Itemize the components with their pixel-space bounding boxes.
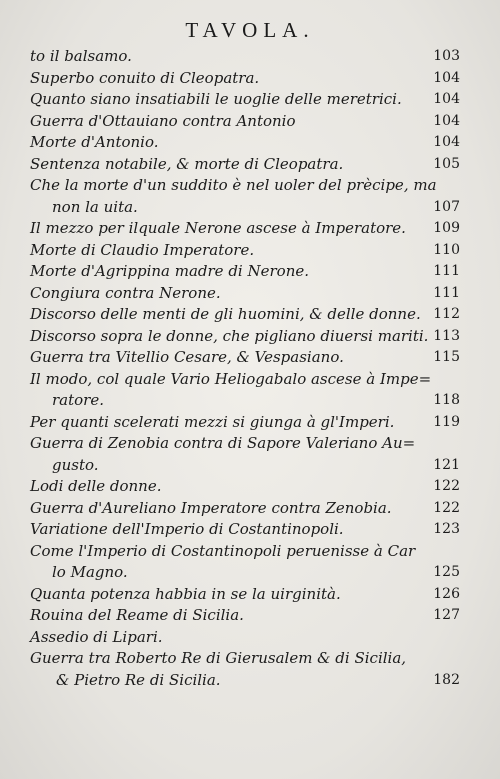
entry-title-line-2: gusto. [52, 455, 99, 474]
entry-page-number: 121 [433, 456, 460, 473]
entry-title-line-1: Guerra di Zenobia contra di Sapore Valeriano Au= [30, 434, 416, 452]
entry-title: Congiura contra Nerone. [30, 283, 221, 302]
entry-title: Guerra d'Ottauiano contra Antonio [30, 111, 296, 130]
index-entry [30, 412, 460, 434]
entry-title: Variatione dell'Imperio di Costantinopoli. [30, 520, 344, 538]
index-entry [30, 240, 460, 262]
entry-title: Assedio di Lipari. [30, 627, 163, 646]
index-entry [30, 304, 460, 326]
index-entry [30, 154, 460, 176]
entry-title: Il mezzo per ilquale Nerone ascese à Imperatore. [30, 219, 406, 237]
index-entry [30, 89, 460, 111]
entry-page-number: 104 [433, 91, 460, 107]
page-title: TAVOLA. [185, 18, 315, 42]
entry-page-number: 125 [433, 564, 460, 580]
entry-page-number: 122 [433, 499, 460, 516]
entry-title: Morte d'Agrippina madre di Nerone. [30, 262, 309, 280]
index-entry [30, 111, 460, 133]
entry-title: Per quanti scelerati mezzi si giunga à gl'Imperi. [30, 412, 395, 431]
index-entry [30, 261, 460, 283]
entry-page-number: 111 [433, 263, 460, 279]
entry-title-line-2: non la uita. [52, 197, 138, 216]
entry-title: Discorso delle menti de gli huomini, & delle donne. [30, 305, 421, 323]
index-list [30, 46, 460, 691]
entry-title: Rouina del Reame di Sicilia. [30, 606, 244, 624]
index-entry [30, 347, 460, 369]
entry-page-number: 104 [433, 69, 460, 86]
entry-title-line-2: ratore. [52, 391, 104, 409]
index-entry [30, 175, 460, 218]
entry-page-number: 182 [433, 671, 460, 688]
index-entry [30, 326, 460, 348]
entry-title [30, 433, 415, 476]
entry-page-number: 103 [433, 48, 460, 64]
entry-title [30, 541, 415, 584]
index-entry [30, 369, 460, 412]
entry-title [30, 648, 406, 691]
index-entry [30, 627, 460, 649]
entry-page-number: 104 [433, 134, 460, 150]
entry-title-line-1: Come l'Imperio di Costantinopoli peruenisse à Car [30, 541, 416, 560]
index-entry [30, 476, 460, 498]
entry-title: Guerra tra Vitellio Cesare, & Vespasiano. [30, 348, 344, 366]
index-entry [30, 46, 460, 68]
entry-page-number: 113 [433, 327, 460, 344]
entry-title-line-2: & Pietro Re di Sicilia. [56, 670, 221, 689]
entry-page-number: 109 [433, 220, 460, 236]
entry-page-number: 118 [433, 392, 460, 408]
index-entry [30, 584, 460, 606]
index-entry [30, 132, 460, 154]
entry-page-number: 107 [433, 198, 460, 215]
entry-title-line-2: lo Magno. [52, 563, 128, 581]
entry-page-number: 115 [433, 349, 460, 365]
entry-page-number: 112 [433, 306, 460, 322]
entry-page-number: 126 [433, 585, 460, 602]
entry-title: Quanta potenza habbia in se la uirginità. [30, 584, 341, 603]
index-entry [30, 68, 460, 90]
entry-page-number: 123 [433, 521, 460, 537]
entry-page-number: 127 [433, 607, 460, 623]
entry-title: Quanto siano insatiabili le uoglie delle meretrici. [30, 90, 402, 108]
index-entry [30, 648, 460, 691]
entry-page-number: 104 [433, 112, 460, 129]
entry-title: Morte di Claudio Imperatore. [30, 240, 255, 259]
entry-title: Discorso sopra le donne, che pigliano diuersi mariti. [30, 326, 429, 345]
entry-page-number: 119 [433, 413, 460, 430]
entry-page-number: 105 [433, 155, 460, 172]
index-entry [30, 519, 460, 541]
entry-title: Morte d'Antonio. [30, 133, 159, 151]
entry-title-line-1: Che la morte d'un suddito è nel uoler del prècipe, ma [30, 176, 437, 194]
entry-title: Guerra d'Aureliano Imperatore contra Zenobia. [30, 498, 392, 517]
entry-title [30, 369, 431, 412]
entry-title: Lodi delle donne. [30, 477, 162, 495]
entry-title-line-1: Guerra tra Roberto Re di Gierusalem & di Sicilia, [30, 649, 407, 667]
index-entry [30, 541, 460, 584]
entry-title [30, 175, 437, 218]
entry-page-number: 110 [433, 241, 460, 258]
entry-title: Sentenza notabile, & morte di Cleopatra. [30, 154, 344, 173]
index-entry [30, 498, 460, 520]
index-entry [30, 433, 460, 476]
index-entry [30, 218, 460, 240]
entry-title: Superbo conuito di Cleopatra. [30, 68, 260, 87]
entry-page-number: 111 [433, 284, 460, 301]
entry-title-line-1: Il modo, col quale Vario Heliogabalo ascese à Impe= [30, 369, 432, 388]
entry-title: to il balsamo. [30, 47, 132, 65]
index-entry [30, 283, 460, 305]
index-entry [30, 605, 460, 627]
entry-page-number: 122 [433, 478, 460, 494]
